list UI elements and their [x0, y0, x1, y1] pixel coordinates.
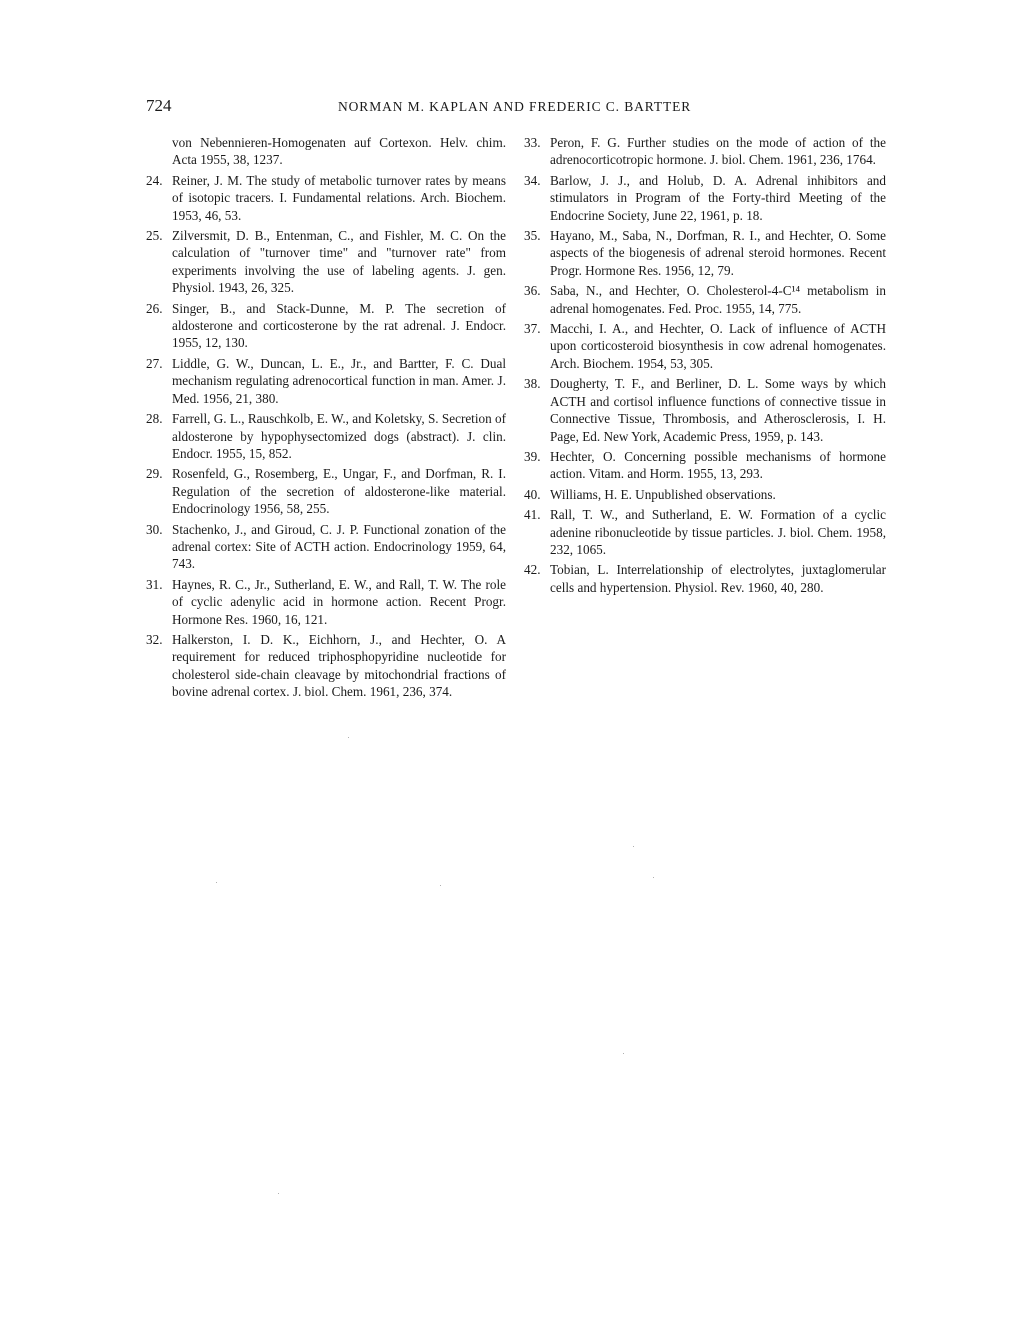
reference-number: 29. — [146, 466, 163, 482]
reference-text: Hayano, M., Saba, N., Dorfman, R. I., and Hechter, O. Some aspects of the biogenesis of adrenal steroid hormones. Recent Progr. Hormone Res. 1956, 12, 79. — [550, 228, 886, 278]
reference-number: 40. — [524, 486, 541, 502]
reference-text: Hechter, O. Concerning possible mechanisms of hormone action. Vitam. and Horm. 1955, 13, 293. — [550, 448, 886, 482]
reference-number: 32. — [146, 631, 163, 647]
reference-number: 39. — [524, 448, 541, 464]
reference-text: Reiner, J. M. The study of metabolic turnover rates by means of isotopic tracers. I. Fundamental relations. Arch. Biochem. 1953, 46, 53. — [172, 172, 506, 223]
reference-text: Rosenfeld, G., Rosemberg, E., Ungar, F., and Dorfman, R. I. Regulation of the secretion of aldosterone-like material. Endocrinology 1956, 58, 255. — [172, 466, 506, 517]
references-left-column — [146, 134, 506, 704]
running-head: NORMAN M. KAPLAN AND FREDERIC C. BARTTER — [338, 99, 692, 114]
reference-text: Stachenko, J., and Giroud, C. J. P. Functional zonation of the adrenal cortex: Site of ACTH action. Endocrinology 1959, 64, 743. — [172, 521, 506, 572]
reference-entry — [524, 282, 886, 317]
reference-number: 42. — [524, 562, 541, 578]
scan-speck — [440, 885, 441, 886]
reference-entry — [524, 486, 886, 503]
reference-text: Rall, T. W., and Sutherland, E. W. Formation of a cyclic adenine ribonucleotide by tissue particles. J. biol. Chem. 1958, 232, 1065. — [550, 507, 886, 557]
reference-number: 25. — [146, 228, 163, 244]
reference-entry — [524, 561, 886, 596]
scan-speck — [653, 877, 654, 878]
page-number: 724 — [146, 96, 172, 115]
reference-number: 35. — [524, 228, 541, 244]
reference-number: 30. — [146, 521, 163, 537]
reference-text: Dougherty, T. F., and Berliner, D. L. Some ways by which ACTH and cortisol influence functions of connective tissue in Connective Tissue, Thrombosis, and Atherosclerosis, I. H. Page, Ed. New York, Academic Press, 1959, p. 143. — [550, 376, 886, 444]
reference-number: 38. — [524, 376, 541, 392]
reference-text: Barlow, J. J., and Holub, D. A. Adrenal inhibitors and stimulators in Program of the Forty-third Meeting of the Endocrine Society, June 22, 1961, p. 18. — [550, 172, 886, 223]
reference-entry — [524, 227, 886, 279]
reference-text: Williams, H. E. Unpublished observations. — [550, 486, 776, 502]
reference-text: Peron, F. G. Further studies on the mode of action of the adrenocorticotropic hormone. J. biol. Chem. 1961, 236, 1764. — [550, 135, 886, 168]
reference-entry — [524, 375, 886, 445]
reference-entry — [146, 355, 506, 407]
reference-entry — [146, 227, 506, 297]
reference-number: 26. — [146, 300, 163, 316]
reference-number: 37. — [524, 321, 541, 337]
reference-continuation: von Nebennieren-Homogenaten auf Cortexon. Helv. chim. Acta 1955, 38, 1237. — [172, 135, 506, 168]
reference-text: Saba, N., and Hechter, O. Cholesterol-4-C¹⁴ metabolism in adrenal homogenates. Fed. Proc. 1955, 14, 775. — [550, 283, 886, 316]
reference-number: 36. — [524, 283, 541, 299]
reference-text: Tobian, L. Interrelationship of electrolytes, juxtaglomerular cells and hypertension. Physiol. Rev. 1960, 40, 280. — [550, 562, 886, 595]
reference-number: 34. — [524, 172, 541, 188]
scan-speck — [278, 1193, 279, 1194]
scan-speck — [623, 1053, 624, 1054]
scan-speck — [633, 846, 634, 847]
reference-entry — [146, 172, 506, 224]
references-right-column — [524, 134, 886, 599]
reference-number: 33. — [524, 135, 541, 150]
reference-entry — [524, 172, 886, 224]
reference-entry — [146, 300, 506, 352]
reference-entry — [524, 448, 886, 483]
reference-number: 31. — [146, 576, 163, 592]
reference-number: 27. — [146, 355, 163, 371]
scan-speck — [348, 737, 349, 738]
reference-entry — [524, 506, 886, 558]
reference-entry — [146, 576, 506, 628]
reference-text: Zilversmit, D. B., Entenman, C., and Fishler, M. C. On the calculation of "turnover time" and "turnover rate" from experiments involving the use of labeling agents. J. gen. Physiol. 1943, 26, 325. — [172, 228, 506, 296]
reference-text: Singer, B., and Stack-Dunne, M. P. The secretion of aldosterone and corticosterone by the rat adrenal. J. Endocr. 1955, 12, 130. — [172, 300, 506, 351]
reference-number: 24. — [146, 172, 163, 188]
reference-text: Halkerston, I. D. K., Eichhorn, J., and Hechter, O. A requirement for reduced triphosphopyridine nucleotide for cholesterol side-chain cleavage by mitochondrial fractions of bovine adrenal cortex. J. biol. Chem. 1961, 236, 374. — [172, 631, 506, 700]
reference-text: Haynes, R. C., Jr., Sutherland, E. W., and Rall, T. W. The role of cyclic adenylic acid in hormone action. Recent Progr. Hormone Res. 1960, 16, 121. — [172, 576, 506, 627]
reference-entry — [146, 465, 506, 517]
reference-entry — [146, 631, 506, 701]
reference-text: Liddle, G. W., Duncan, L. E., Jr., and Bartter, F. C. Dual mechanism regulating adrenocortical function in man. Amer. J. Med. 1956, 21, 380. — [172, 355, 506, 406]
reference-entry — [146, 410, 506, 462]
reference-entry — [146, 521, 506, 573]
scan-speck — [216, 882, 217, 883]
reference-entry — [524, 134, 886, 169]
reference-entry — [524, 320, 886, 372]
reference-number: 28. — [146, 411, 163, 427]
reference-text: Farrell, G. L., Rauschkolb, E. W., and Koletsky, S. Secretion of aldosterone by hypophysectomized dogs (abstract). J. clin. Endocr. 1955, 15, 852. — [172, 411, 506, 461]
reference-number: 41. — [524, 507, 541, 523]
reference-text: Macchi, I. A., and Hechter, O. Lack of influence of ACTH upon corticosteroid biosynthesis in cow adrenal homogenates. Arch. Biochem. 1954, 53, 305. — [550, 321, 886, 371]
